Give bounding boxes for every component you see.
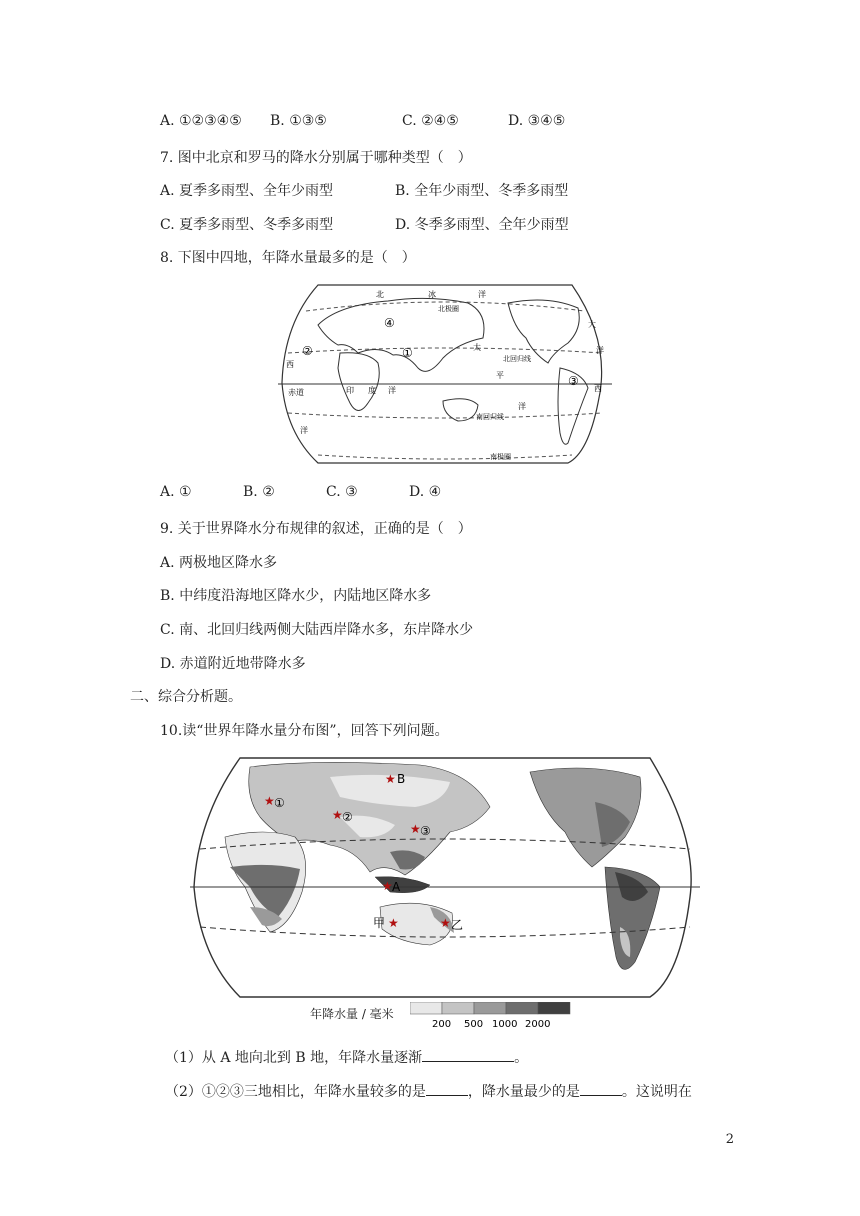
map2-marker-a: A <box>392 880 401 894</box>
map-label-north: 北 <box>376 290 384 299</box>
legend-value-2000: 2000 <box>525 1019 551 1030</box>
map-label-ice: 冰 <box>428 290 436 299</box>
legend-value-500: 500 <box>464 1019 484 1030</box>
q8-option-d: D. ④ <box>409 484 442 500</box>
map-label-xi: 西 <box>286 360 294 369</box>
map2-marker-b: B <box>397 772 406 786</box>
q8-option-a: A. ① <box>160 484 192 500</box>
answer-blank-2[interactable] <box>426 1081 468 1096</box>
svg-text:★: ★ <box>388 916 399 930</box>
map-marker-1: ① <box>402 346 413 360</box>
q10-sub2-text-c: 。这说明在 <box>621 1084 692 1100</box>
map-label-yang3: 洋 <box>518 402 526 411</box>
map2-marker-jia: 甲 <box>373 916 386 930</box>
q10-sub2-text-b: ，降水量最少的是 <box>467 1084 580 1100</box>
q9-option-d: D. 赤道附近地带降水多 <box>160 656 306 672</box>
svg-text:★: ★ <box>440 916 451 930</box>
q10-sub1-text: （1）从 A 地向北到 B 地，年降水量逐渐 <box>165 1050 423 1066</box>
q9-option-a: A. 两极地区降水多 <box>160 555 278 571</box>
q10-sub2-text-a: （2）①②③三地相比，年降水量较多的是 <box>165 1084 426 1100</box>
svg-text:★: ★ <box>385 772 396 786</box>
map2-marker-2: ② <box>342 810 353 824</box>
q10-stem: 10.读“世界年降水量分布图”，回答下列问题。 <box>160 723 449 739</box>
map-marker-2: ② <box>302 344 313 358</box>
legend-bar <box>410 1002 575 1032</box>
world-map-q8 <box>278 283 612 465</box>
q7-stem: 7. 图中北京和罗马的降水分别属于哪种类型（ ） <box>160 150 472 166</box>
map-label-equator: 赤道 <box>288 388 304 397</box>
q7-option-d: D. 冬季多雨型、全年少雨型 <box>395 217 569 233</box>
svg-text:★: ★ <box>410 822 421 836</box>
map-label-yang-right: 洋 <box>596 346 604 355</box>
svg-text:★: ★ <box>332 808 343 822</box>
q7-option-a: A. 夏季多雨型、全年少雨型 <box>160 183 334 199</box>
q8-option-b: B. ② <box>243 484 275 500</box>
q6-option-a: A. ①②③④⑤ <box>160 113 242 129</box>
map2-marker-1: ① <box>274 796 285 810</box>
q8-stem: 8. 下图中四地，年降水量最多的是（ ） <box>160 250 416 266</box>
map-label-du: 度 <box>368 386 376 395</box>
map2-marker-3: ③ <box>420 824 431 838</box>
map-label-arctic-circle: 北极圈 <box>438 305 459 313</box>
map2-marker-yi: 乙 <box>451 918 464 932</box>
svg-text:★: ★ <box>382 879 393 893</box>
map-label-tropic-s: 南回归线 <box>476 413 504 421</box>
q6-option-b: B. ①③⑤ <box>270 113 327 129</box>
q6-option-c: C. ②④⑤ <box>402 113 459 129</box>
q7-option-b: B. 全年少雨型、冬季多雨型 <box>395 183 569 199</box>
q9-option-c: C. 南、北回归线两侧大陆西岸降水多，东岸降水少 <box>160 622 474 638</box>
map-label-ping: 平 <box>496 371 504 380</box>
q10-sub2 <box>165 1081 692 1101</box>
answer-blank-3[interactable] <box>580 1081 622 1096</box>
map-label-yang4: 洋 <box>300 426 308 435</box>
map-label-tropic-n: 北回归线 <box>503 355 531 363</box>
q9-stem: 9. 关于世界降水分布规律的叙述，正确的是（ ） <box>160 521 472 537</box>
page-number: 2 <box>725 1132 734 1147</box>
map-label-tai: 太 <box>473 343 481 352</box>
precipitation-map-q10 <box>190 757 700 999</box>
map-label-da-right: 大 <box>588 320 596 329</box>
q6-option-d: D. ③④⑤ <box>508 113 566 129</box>
q9-option-b: B. 中纬度沿海地区降水少，内陆地区降水多 <box>160 588 432 604</box>
map-label-antarctic-circle: 南极圈 <box>490 453 511 461</box>
legend-value-1000: 1000 <box>492 1019 518 1030</box>
map-label-yang2: 洋 <box>388 386 396 395</box>
legend-value-200: 200 <box>432 1019 452 1030</box>
map-marker-4: ④ <box>384 316 395 330</box>
q10-sub1-end: 。 <box>514 1050 529 1066</box>
q10-sub1 <box>165 1047 528 1067</box>
q8-option-c: C. ③ <box>326 484 358 500</box>
map-label-xi-right: 西 <box>594 384 602 393</box>
map-label-yin: 印 <box>346 386 354 395</box>
svg-text:★: ★ <box>264 794 275 808</box>
legend-title: 年降水量 / 毫米 <box>310 1007 394 1021</box>
section-heading: 二、综合分析题。 <box>130 689 242 705</box>
map-marker-3: ③ <box>568 374 579 388</box>
map-label-yang1: 洋 <box>478 290 486 299</box>
q7-option-c: C. 夏季多雨型、冬季多雨型 <box>160 217 334 233</box>
answer-blank-1[interactable] <box>422 1047 514 1062</box>
